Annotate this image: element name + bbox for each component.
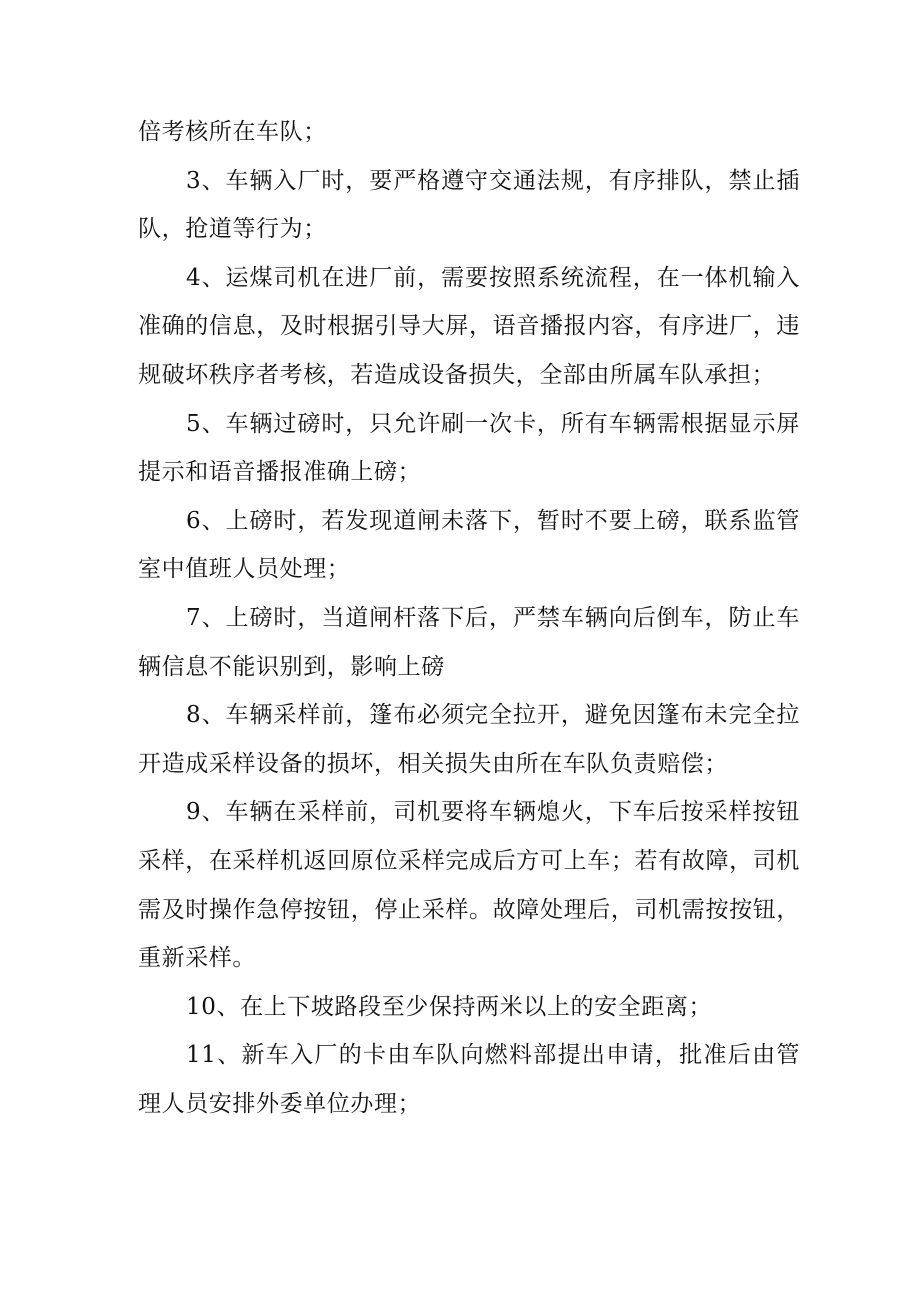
paragraph-rule-5: 5、车辆过磅时，只允许刷一次卡，所有车辆需根据显示屏提示和语音播报准确上磅； [138, 410, 800, 486]
paragraph-continuation: 倍考核所在车队； [138, 119, 327, 145]
paragraph-rule-10: 10、在上下坡路段至少保持两米以上的安全距离； [186, 993, 713, 1020]
paragraph-rule-9: 9、车辆在采样前，司机要将车辆熄火，下车后按采样按钮采样，在采样机返回原位采样完成后方可上车；若有故障，司机需及时操作急停按钮，停止采样。故障处理后，司机需按按钮，重新采样。 [138, 799, 800, 972]
paragraph-rule-4: 4、运煤司机在进厂前，需要按照系统流程，在一体机输入准确的信息，及时根据引导大屏，语音播报内容，有序进厂，违规破坏秩序者考核，若造成设备损失，全部由所属车队承担； [138, 264, 800, 388]
paragraph-rule-6: 6、上磅时，若发现道闸未落下，暂时不要上磅，联系监管室中值班人员处理； [138, 507, 800, 583]
paragraph-rule-8: 8、车辆采样前，篷布必须完全拉开，避免因篷布未完全拉开造成采样设备的损坏，相关损失由所在车队负责赔偿； [138, 702, 800, 777]
document-body [138, 108, 800, 1128]
paragraph-rule-3: 3、车辆入厂时，要严格遵守交通法规，有序排队，禁止插队，抢道等行为； [138, 167, 800, 243]
paragraph-rule-11: 11、新车入厂的卡由车队向燃料部提出申请，批准后由管理人员安排外委单位办理； [138, 1042, 800, 1117]
paragraph-rule-7: 7、上磅时，当道闸杆落下后，严禁车辆向后倒车，防止车辆信息不能识别到，影响上磅 [138, 604, 800, 680]
